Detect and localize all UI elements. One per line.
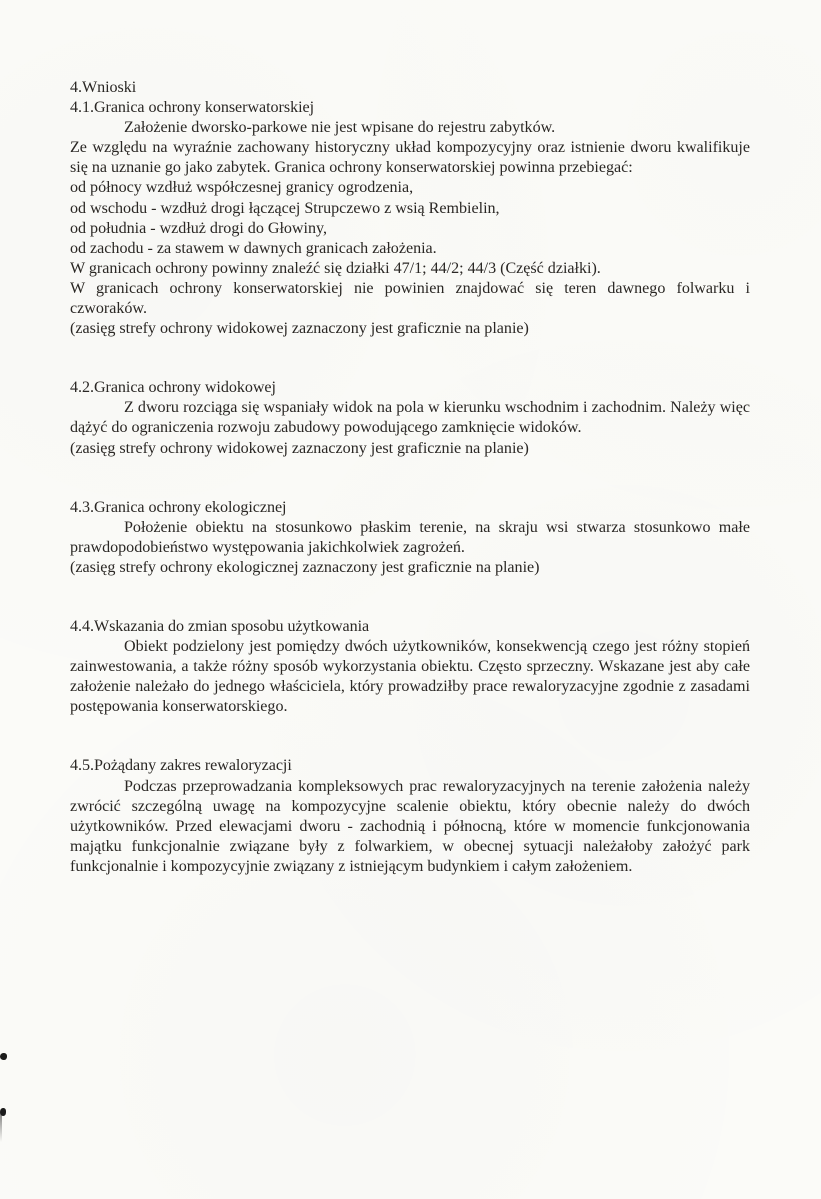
section-4-2-paragraph-1: Z dworu rozciąga się wspaniały widok na pola w kierunku wschodnim i zachodnim. Należy więc dążyć do ograniczenia rozwoju zabudowy powodującego zamknięcie widoków.: [70, 399, 750, 437]
section-4-1-note: (zasięg strefy ochrony widokowej zaznaczony jest graficznie na planie): [70, 320, 529, 338]
section-4-2-note: (zasięg strefy ochrony widokowej zaznaczony jest graficznie na planie): [70, 439, 529, 457]
section-4-1-paragraph-2: Ze względu na wyraźnie zachowany historyczny układ kompozycyjny oraz istnienie dworu kwalifikuje się na uznanie go jako zabytek. Granica ochrony konserwatorskiej powinna przebiegać:: [70, 139, 750, 177]
section-4-5: [70, 756, 750, 877]
section-4-1-parcels-line: W granicach ochrony powinny znaleźć się działki 47/1; 44/2; 44/3 (Część działki).: [70, 259, 601, 277]
section-4-3-paragraph-1: Położenie obiektu na stosunkowo płaskim terenie, na skraju wsi stwarza stosunkowo małe prawdopodobieństwo występowania jakichkolwiek zagrożeń.: [70, 518, 750, 556]
section-4-5-paragraph-1: Podczas przeprowadzania kompleksowych prac rewaloryzacyjnych na terenie założenia należy zwrócić szczególną uwagę na kompozycyjne scalenie obiektu, który obecnie należy do dwóch użytkowników. Przed elewacjami dworu - zachodnią i północną, które w momencie funkcjonowania majątku funkcjonalnie związane były z folwarkiem, w obecnej sytuacji należałoby założyć park funkcjonalnie i kompozycyjnie związany z istniejącym budynkiem i całym założeniem.: [70, 777, 750, 875]
section-4-1-heading: 4.1.Granica ochrony konserwatorskiej: [70, 99, 314, 117]
section-4-1-paragraph-1: Założenie dworsko-parkowe nie jest wpisane do rejestru zabytków.: [124, 119, 556, 137]
scan-artifact-streak: [0, 1112, 2, 1142]
section-4-4-paragraph-1: Obiekt podzielony jest pomiędzy dwóch użytkowników, konsekwencją czego jest różny stopień zainwestowania, a także różny sposób wykorzystania obiektu. Często sprzeczny. Wskazane jest aby całe założenie należało do jednego właściciela, który prowadziłby prace rewaloryzacyjne zgodnie z zasadami postępowania konserwatorskiego.: [70, 638, 750, 716]
section-4-1-paragraph-4: W granicach ochrony konserwatorskiej nie powinien znajdować się teren dawnego folwarku i czworaków.: [70, 279, 750, 318]
scan-artifact-mark-upper: [0, 1053, 7, 1060]
section-4-3-note: (zasięg strefy ochrony ekologicznej zaznaczony jest graficznie na planie): [70, 558, 540, 576]
document-text-body: [70, 78, 750, 877]
section-4-2-heading: 4.2.Granica ochrony widokowej: [70, 379, 276, 397]
section-4-4-heading: 4.4.Wskazania do zmian sposobu użytkowania: [70, 617, 370, 635]
section-4-3-heading: 4.3.Granica ochrony ekologicznej: [70, 498, 287, 516]
section-4-2: [70, 378, 750, 458]
boundary-line-west: od zachodu - za stawem w dawnych granicach założenia.: [70, 239, 437, 257]
section-4-3: [70, 498, 750, 578]
boundary-line-north: od północy wzdłuż współczesnej granicy ogrodzenia,: [70, 179, 414, 197]
section-4-5-heading: 4.5.Pożądany zakres rewaloryzacji: [70, 757, 292, 775]
section-4-1-boundary-list: [70, 178, 750, 258]
section-4-heading: 4.Wnioski: [70, 79, 137, 96]
section-4: [70, 78, 750, 339]
boundary-line-east: od wschodu - wzdłuż drogi łączącej Strupczewo z wsią Rembielin,: [70, 199, 500, 217]
boundary-line-south: od południa - wzdłuż drogi do Głowiny,: [70, 219, 327, 237]
section-4-4: [70, 617, 750, 717]
